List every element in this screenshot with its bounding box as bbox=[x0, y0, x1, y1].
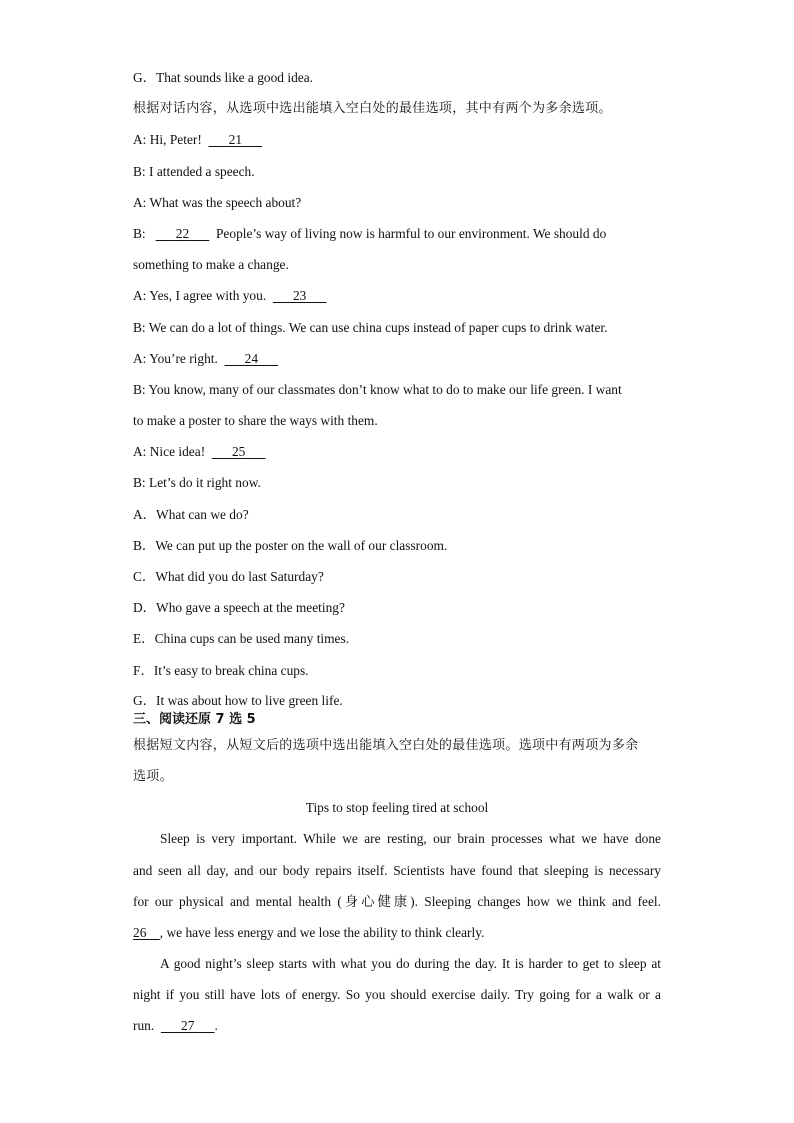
option-g-previous: G．That sounds like a good idea. bbox=[133, 70, 313, 85]
section-heading: 三、阅读还原 7 选 5 bbox=[133, 711, 256, 727]
option-e: E．China cups can be used many times. bbox=[133, 631, 350, 647]
passage-line: run. 27 . bbox=[133, 1010, 661, 1041]
dialogue-line: A: Nice idea! 25 bbox=[133, 436, 661, 467]
blank-21: 21 bbox=[228, 132, 243, 148]
dialogue-line: A: Yes, I agree with you. 23 bbox=[133, 280, 661, 311]
option-c: C．What did you do last Saturday? bbox=[133, 569, 324, 584]
dialogue-line: B: 22 People’s way of living now is harmful to our environment. We should do bbox=[133, 218, 661, 249]
dialogue-line: something to make a change. bbox=[133, 257, 289, 273]
dialogue-line: B: Let’s do it right now. bbox=[133, 475, 261, 491]
blank-23: 23 bbox=[292, 288, 307, 304]
dialogue-instruction: 根据对话内容，从选项中选出能填入空白处的最佳选项，其中有两个为多余选项。 bbox=[133, 101, 612, 117]
blank-22: 22 bbox=[175, 225, 190, 241]
option-d: D．Who gave a speech at the meeting? bbox=[133, 600, 345, 616]
passage-line: and seen all day, and our body repairs itself. Scientists have found that sleeping is necessary bbox=[133, 862, 661, 878]
passage-line: for our physical and mental health (身心健康). Sleeping changes how we think and feel. bbox=[133, 893, 661, 909]
passage-line: night if you still have lots of energy. So you should exercise daily. Try going for a walk or a bbox=[133, 987, 661, 1003]
blank-25: 25 bbox=[231, 444, 246, 460]
dialogue-line: A: You’re right. 24 bbox=[133, 343, 661, 374]
dialogue-line: B: We can do a lot of things. We can use china cups instead of paper cups to drink water. bbox=[133, 319, 608, 335]
dialogue-line: A: What was the speech about? bbox=[133, 194, 302, 210]
blank-24: 24 bbox=[244, 350, 259, 366]
reading-instruction-line-2: 选项。 bbox=[133, 768, 173, 784]
dialogue-line: B: I attended a speech. bbox=[133, 163, 255, 179]
dialogue-line: B: You know, many of our classmates don’t know what to do to make our life green. I want bbox=[133, 381, 622, 397]
passage-line: Sleep is very important. While we are resting, our brain processes what we have done bbox=[160, 831, 661, 847]
option-a: A．What can we do? bbox=[133, 506, 249, 522]
passage-title: Tips to stop feeling tired at school bbox=[305, 800, 489, 816]
passage-line: 26 , we have less energy and we lose the ability to think clearly. bbox=[133, 917, 661, 948]
dialogue-line: to make a poster to share the ways with them. bbox=[133, 413, 378, 429]
reading-instruction-line-1: 根据短文内容，从短文后的选项中选出能填入空白处的最佳选项。选项中有两项为多余 bbox=[133, 737, 639, 753]
document-page bbox=[133, 62, 661, 1042]
dialogue-line: A: Hi, Peter! 21 bbox=[133, 124, 661, 155]
passage-line: A good night’s sleep starts with what you do during the day. It is harder to get to sleep at bbox=[160, 956, 661, 972]
blank-27: 27 bbox=[181, 1018, 195, 1034]
blank-26: 26 bbox=[133, 924, 147, 940]
dialogue-options bbox=[133, 499, 661, 710]
option-b: B．We can put up the poster on the wall of our classroom. bbox=[133, 537, 448, 553]
dialogue bbox=[133, 124, 661, 498]
passage bbox=[133, 823, 661, 1041]
option-f: F．It’s easy to break china cups. bbox=[133, 662, 309, 678]
option-g: G．It was about how to live green life. bbox=[133, 692, 343, 708]
